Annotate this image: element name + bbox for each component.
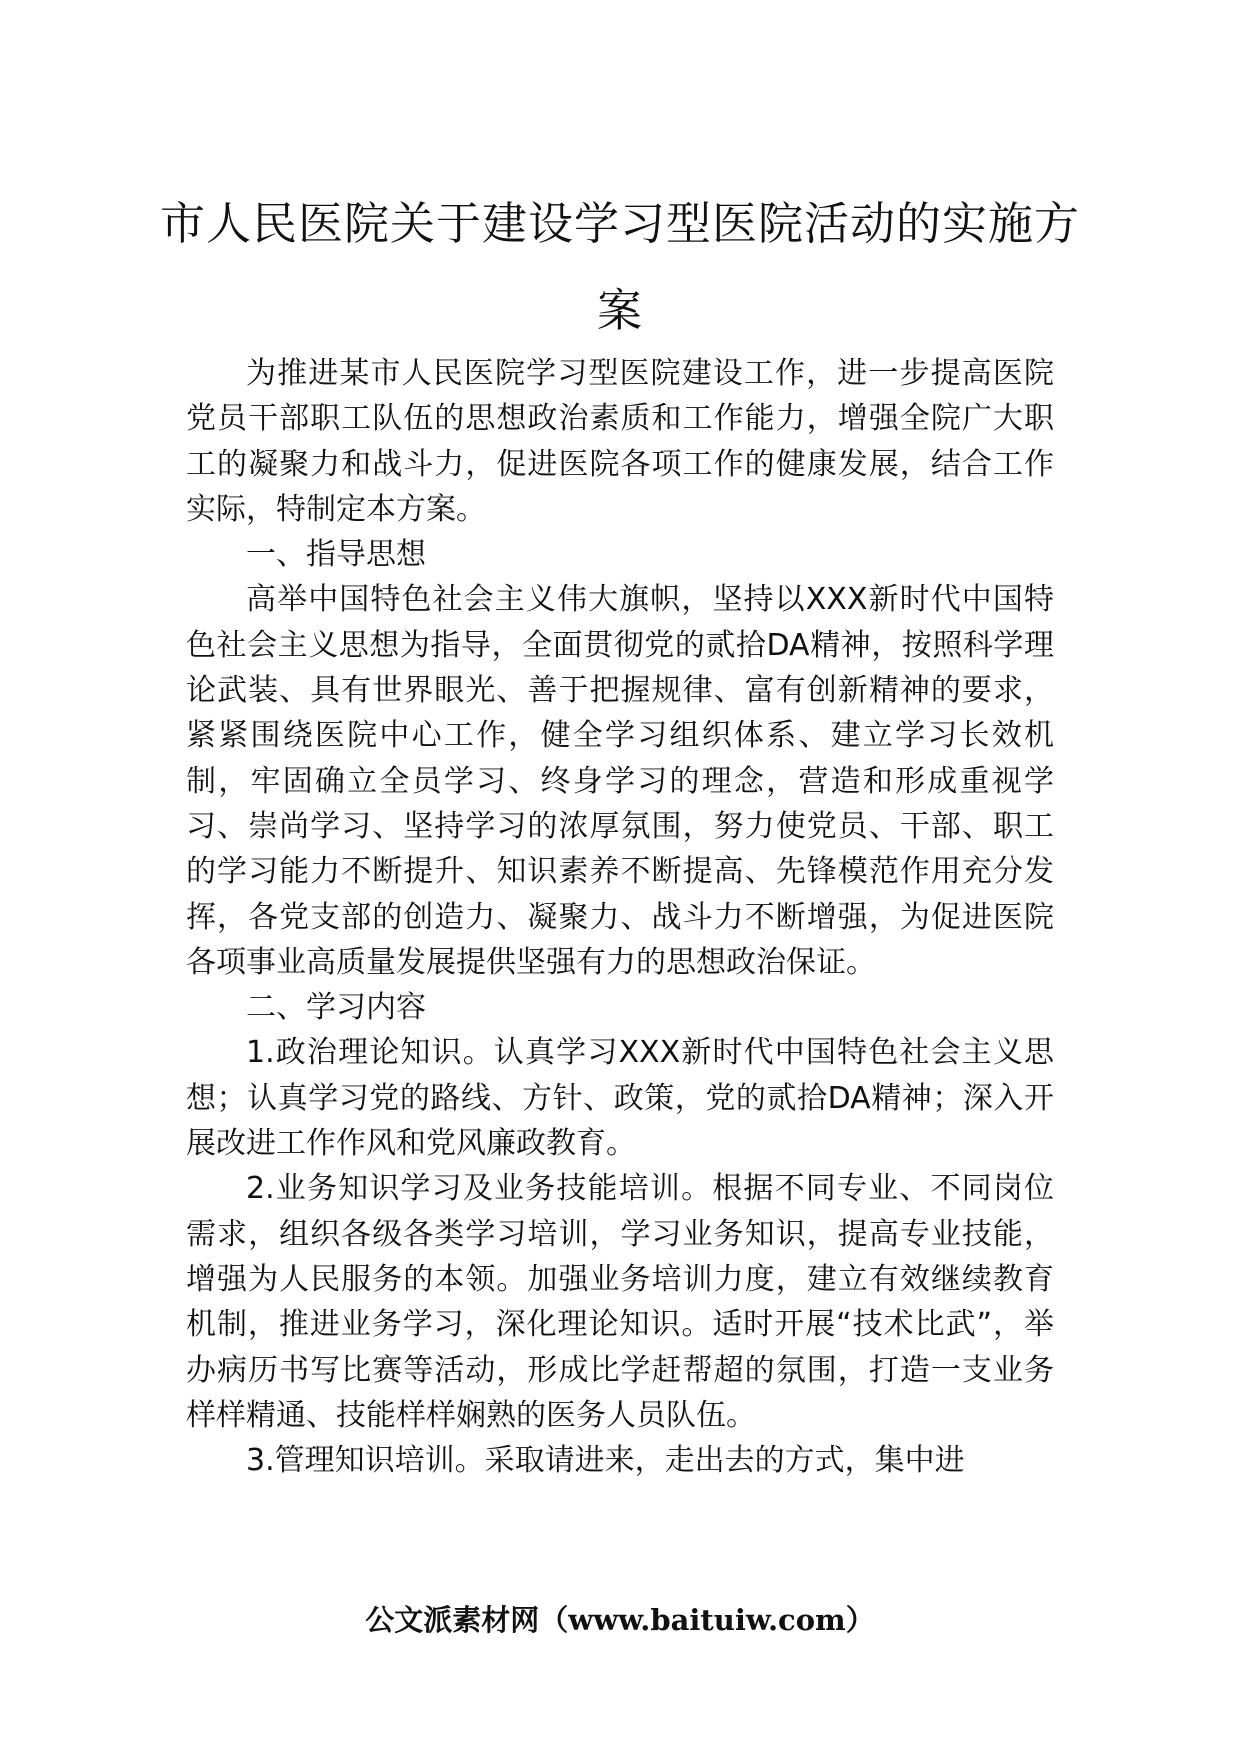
section-heading-study-content: 二、学习内容 [246, 990, 426, 1026]
footer-watermark: 公文派素材网（www.baituiw.com） [365, 1603, 875, 1637]
section-heading-guiding-thought: 一、指导思想 [246, 537, 426, 573]
document-title: 市人民医院关于建设学习型医院活动的实施方案 [159, 197, 1080, 337]
intro-paragraph: 为推进某市人民医院学习型医院建设工作，进一步提高医院党员干部职工队伍的思想政治素质和工作能力，增强全院广大职工的凝聚力和战斗力，促进医院各项工作的健康发展，结合工作实际，特制定本方案。 [186, 356, 1054, 527]
guiding-thought-paragraph: 高举中国特色社会主义伟大旗帜，坚持以XXX新时代中国特色社会主义思想为指导，全面贯彻党的贰拾DA精神，按照科学理论武装、具有世界眼光、善于把握规律、富有创新精神的要求，紧紧围绕医院中心工作，健全学习组织体系、建立学习长效机制，牢固确立全员学习、终身学习的理念，营造和形成重视学习、崇尚学习、坚持学习的浓厚氛围，努力使党员、干部、职工的学习能力不断提升、知识素养不断提高、先锋模范作用充分发挥，各党支部的创造力、凝聚力、战斗力不断增强，为促进医院各项事业高质量发展提供坚强有力的思想政治保证。 [186, 582, 1054, 980]
study-item-political-theory: 1.政治理论知识。认真学习XXX新时代中国特色社会主义思想；认真学习党的路线、方针、政策，党的贰拾DA精神；深入开展改进工作作风和党风廉政教育。 [186, 1035, 1054, 1162]
document-body [186, 351, 1054, 1483]
study-item-professional-training: 2.业务知识学习及业务技能培训。根据不同专业、不同岗位需求，组织各级各类学习培训，学习业务知识，提高专业技能，增强为人民服务的本领。加强业务培训力度，建立有效继续教育机制，推进业务学习，深化理论知识。适时开展“技术比武”，举办病历书写比赛等活动，形成比学赶帮超的氛围，打造一支业务样样精通、技能样样娴熟的医务人员队伍。 [186, 1171, 1054, 1433]
study-item-management-training: 3.管理知识培训。采取请进来，走出去的方式，集中进 [246, 1443, 965, 1479]
